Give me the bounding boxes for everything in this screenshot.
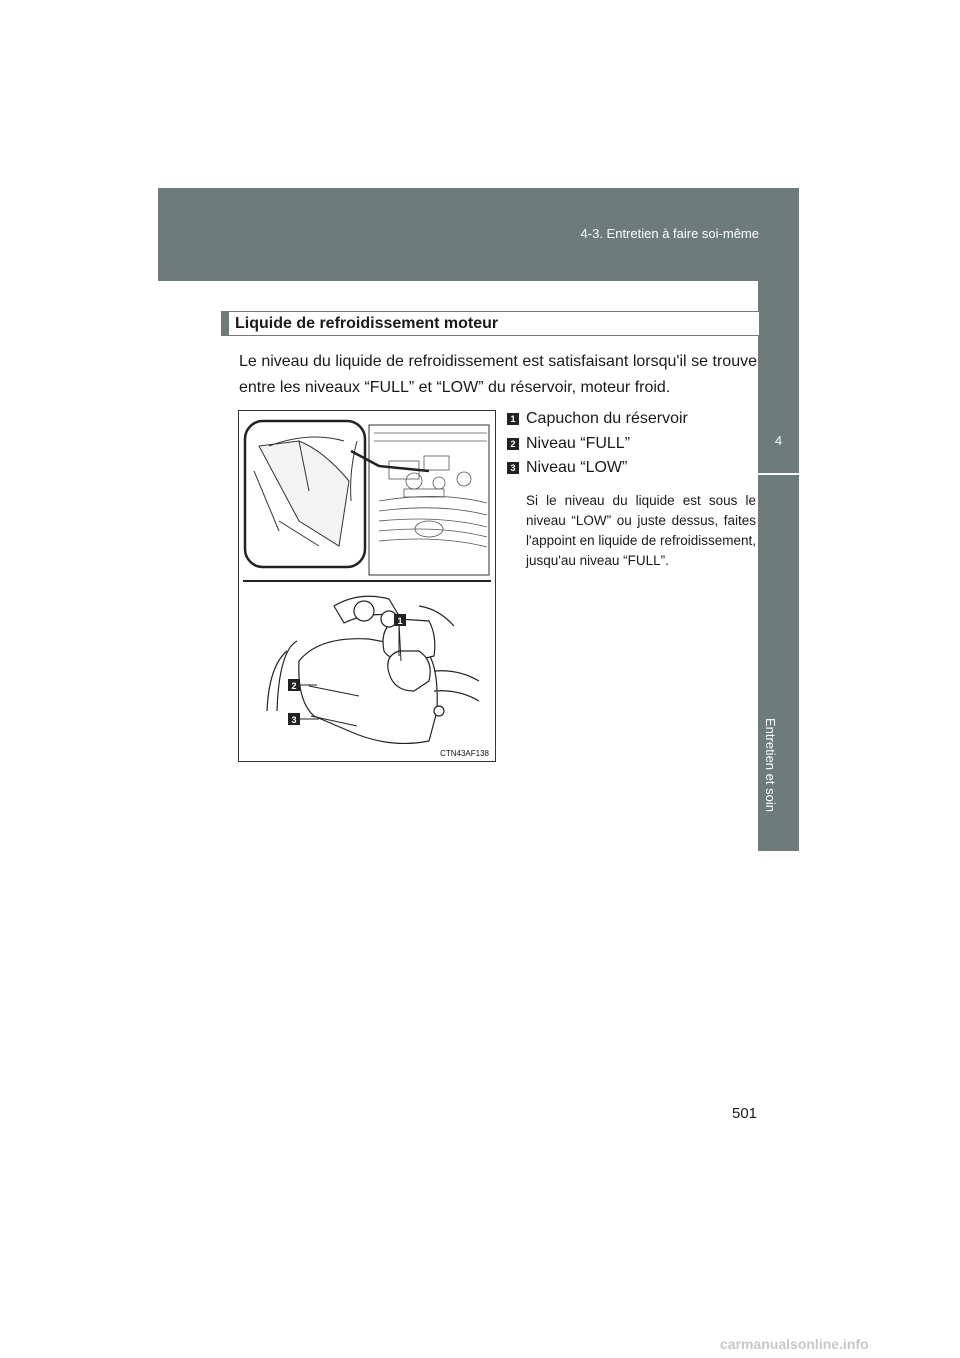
watermark-text: carmanualsonline.info (720, 1336, 869, 1352)
legend-item (507, 433, 767, 457)
chapter-number: 4 (774, 433, 783, 448)
refill-note: Si le niveau du liquide est sous le niveau “LOW” ou juste dessus, faites l'appoint en liquide de refroidissement, jusqu'au niveau “FULL”. (526, 493, 756, 568)
callout-1-label: 1 (397, 616, 403, 626)
legend-label: Niveau “FULL” (526, 434, 631, 452)
section-title: Liquide de refroidissement moteur (235, 315, 499, 332)
section-heading (221, 311, 760, 336)
callout-3-label: 3 (291, 715, 297, 725)
illustration-drawing (239, 411, 495, 761)
legend-number-badge: 3 (507, 462, 519, 474)
heading-accent (222, 312, 229, 335)
intro-paragraph: Le niveau du liquide de refroidissement est satisfaisant lorsqu'il se trouve entre les niveaux “FULL” et “LOW” du réservoir, moteur froid. (239, 353, 757, 396)
page-number: 501 (732, 1105, 758, 1122)
legend-number-badge: 2 (507, 438, 519, 450)
figure-code: CTN43AF138 (440, 749, 489, 758)
coolant-reservoir-illustration (238, 410, 496, 762)
callout-legend (507, 408, 767, 482)
legend-item (507, 457, 767, 481)
legend-number-badge: 1 (507, 413, 519, 425)
legend-item (507, 408, 767, 432)
legend-label: Capuchon du réservoir (526, 410, 688, 427)
chapter-header-bar (158, 188, 799, 281)
section-breadcrumb: 4-3. Entretien à faire soi-même (580, 226, 759, 241)
chapter-label: Entretien et soin (763, 718, 778, 812)
legend-label: Niveau “LOW” (526, 459, 628, 477)
callout-2-label: 2 (291, 681, 297, 691)
